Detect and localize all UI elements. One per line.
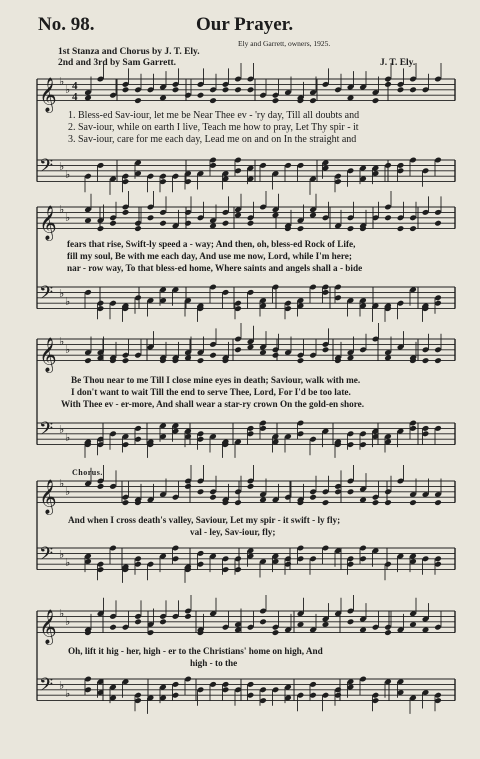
system4-treble-note	[384, 499, 392, 506]
system2-treble-note	[297, 225, 305, 232]
treble-clef-icon: 𝄞	[39, 77, 57, 113]
system5-treble-note	[347, 618, 355, 625]
system1-treble-note	[409, 86, 417, 93]
system2-treble-note	[434, 220, 442, 227]
system2-treble-note	[222, 220, 230, 227]
flat-icon: ♭	[59, 680, 65, 692]
bass-clef-icon: 𝄢	[39, 283, 54, 308]
flat-icon: ♭	[65, 616, 71, 628]
system1-treble-note	[172, 86, 180, 93]
flat-icon: ♭	[59, 478, 65, 490]
system3-treble-note	[434, 357, 442, 364]
system2-treble-note	[97, 225, 105, 232]
system4-treble-note	[234, 499, 242, 506]
system3-verse2: I don't want to wait Till the end to serve Thee, Lord, For I'd be too late.	[71, 387, 351, 397]
system3-treble-note	[234, 346, 242, 353]
bass-clef-icon: 𝄢	[39, 156, 54, 181]
system5-treble-note	[159, 618, 167, 625]
flat-icon: ♭	[65, 296, 71, 308]
system3-verse3: With Thee ev - er-more, And shall wear a star-ry crown On the gold-en shore.	[61, 399, 364, 409]
system3-treble-note	[422, 357, 430, 364]
system1-treble-note	[197, 92, 205, 99]
system2-treble-note	[134, 225, 142, 232]
system4-treble-note	[309, 494, 317, 501]
system4-treble-note	[372, 499, 380, 506]
system1-treble-note	[134, 97, 142, 104]
system1-treble-note	[234, 86, 242, 93]
system2-treble-note	[384, 214, 392, 221]
system5-treble-note	[272, 629, 280, 636]
bass-clef-icon: 𝄢	[39, 675, 54, 700]
chorus-line1: And when I cross death's valley, Saviour, Let my spir - it swift - ly fly;	[68, 515, 341, 525]
system2-treble-note	[397, 225, 405, 232]
treble-clef-icon: 𝄞	[39, 479, 57, 515]
time-signature: 4	[72, 80, 78, 92]
system1-treble-note	[122, 86, 130, 93]
treble-clef-icon: 𝄞	[39, 205, 57, 241]
system1-treble-note	[372, 97, 380, 104]
flat-icon: ♭	[65, 84, 71, 96]
system3-verse1: Be Thou near to me Till I close mine eyes in death; Saviour, walk with me.	[71, 375, 361, 385]
system3-treble-note	[297, 357, 305, 364]
system1-treble-note	[247, 86, 255, 93]
system1-verse2: 2. Sav-iour, while on earth I live, Teach me how to pray, Let Thy spir - it	[68, 122, 359, 133]
hymn-title: Our Prayer.	[196, 14, 294, 35]
system3-treble-note	[272, 352, 280, 359]
system2-verse3: nar - row way, To that bless-ed home, Where saints and angels shall a - bide	[67, 263, 363, 273]
flat-icon: ♭	[59, 424, 65, 436]
system4-treble-note	[122, 499, 130, 506]
system2-treble-note	[122, 209, 130, 216]
system4-treble-note	[197, 488, 205, 495]
system1-treble-note	[222, 86, 230, 93]
flat-icon: ♭	[59, 336, 65, 348]
treble-clef-icon: 𝄞	[39, 609, 57, 645]
system1-treble-note	[384, 81, 392, 88]
system5-treble-note	[259, 618, 267, 625]
system2-treble-note	[409, 225, 417, 232]
chorus-line1-bass: val - ley, Sav-iour, fly;	[190, 527, 276, 537]
system4-treble-note	[209, 494, 217, 501]
system4-treble-note	[184, 483, 192, 490]
bass-clef-icon: 𝄢	[39, 544, 54, 569]
composer-credit: J. T. Ely.	[380, 58, 416, 68]
flat-icon: ♭	[65, 212, 71, 224]
flat-icon: ♭	[65, 344, 71, 356]
system1-treble-note	[309, 97, 317, 104]
system3-treble-note	[322, 346, 330, 353]
system5-treble-note	[184, 613, 192, 620]
system1-verse1: 1. Bless-ed Sav-iour, let me be Near Thee ev - 'ry day, Till all doubts and	[68, 110, 360, 121]
system1-verse3: 3. Sav-iour, care for me each day, Lead me on and on In the straight and	[68, 134, 357, 145]
system4-treble-note	[322, 499, 330, 506]
hymn-number: No. 98.	[38, 14, 95, 35]
lyric-credit-1: 1st Stanza and Chorus by J. T. Ely.	[58, 47, 200, 57]
flat-icon: ♭	[59, 76, 65, 88]
system2-treble-note	[347, 225, 355, 232]
flat-icon: ♭	[65, 557, 71, 569]
system3-treble-note	[209, 352, 217, 359]
system3-treble-note	[122, 357, 130, 364]
system2-verse2: fill my soul, Be with me each day, And use me now, Lord, while I'm here;	[67, 251, 352, 261]
system2-treble-note	[147, 214, 155, 221]
system5-treble-note	[384, 629, 392, 636]
system3-treble-note	[197, 357, 205, 364]
system2-treble-note	[247, 220, 255, 227]
system2-treble-note	[184, 220, 192, 227]
system2-treble-note	[159, 220, 167, 227]
system4-treble-note	[247, 483, 255, 490]
chorus-label: Chorus.	[72, 468, 103, 477]
copyright-owners: Ely and Garrett, owners, 1925.	[238, 39, 331, 48]
bass-clef-icon: 𝄢	[39, 419, 54, 444]
flat-icon: ♭	[65, 486, 71, 498]
flat-icon: ♭	[59, 608, 65, 620]
flat-icon: ♭	[59, 204, 65, 216]
time-signature: 4	[72, 91, 78, 103]
system4-treble-note	[97, 483, 105, 490]
system1-treble-note	[397, 86, 405, 93]
flat-icon: ♭	[65, 432, 71, 444]
system2-verse1: fears that rise, Swift-ly speed a - way; And then, oh, bless-ed Rock of Life,	[67, 239, 356, 249]
system1-treble-note	[272, 97, 280, 104]
system4-treble-note	[434, 499, 442, 506]
treble-clef-icon: 𝄞	[39, 337, 57, 373]
flat-icon: ♭	[59, 161, 65, 173]
system2-treble-note	[109, 220, 117, 227]
flat-icon: ♭	[59, 549, 65, 561]
system4-treble-note	[347, 488, 355, 495]
system5-treble-note	[134, 618, 142, 625]
flat-icon: ♭	[59, 288, 65, 300]
chorus-line2-bass: high - to the	[190, 658, 238, 668]
system5-treble-note	[109, 624, 117, 631]
flat-icon: ♭	[65, 688, 71, 700]
chorus-line2: Oh, lift it hig - her, high - er to the Christians' home on high, And	[68, 646, 323, 656]
flat-icon: ♭	[65, 169, 71, 181]
lyric-credit-2: 2nd and 3rd by Sam Garrett.	[58, 58, 177, 68]
system3-treble-note	[84, 357, 92, 364]
system1-treble-note	[209, 97, 217, 104]
system4-treble-note	[409, 499, 417, 506]
